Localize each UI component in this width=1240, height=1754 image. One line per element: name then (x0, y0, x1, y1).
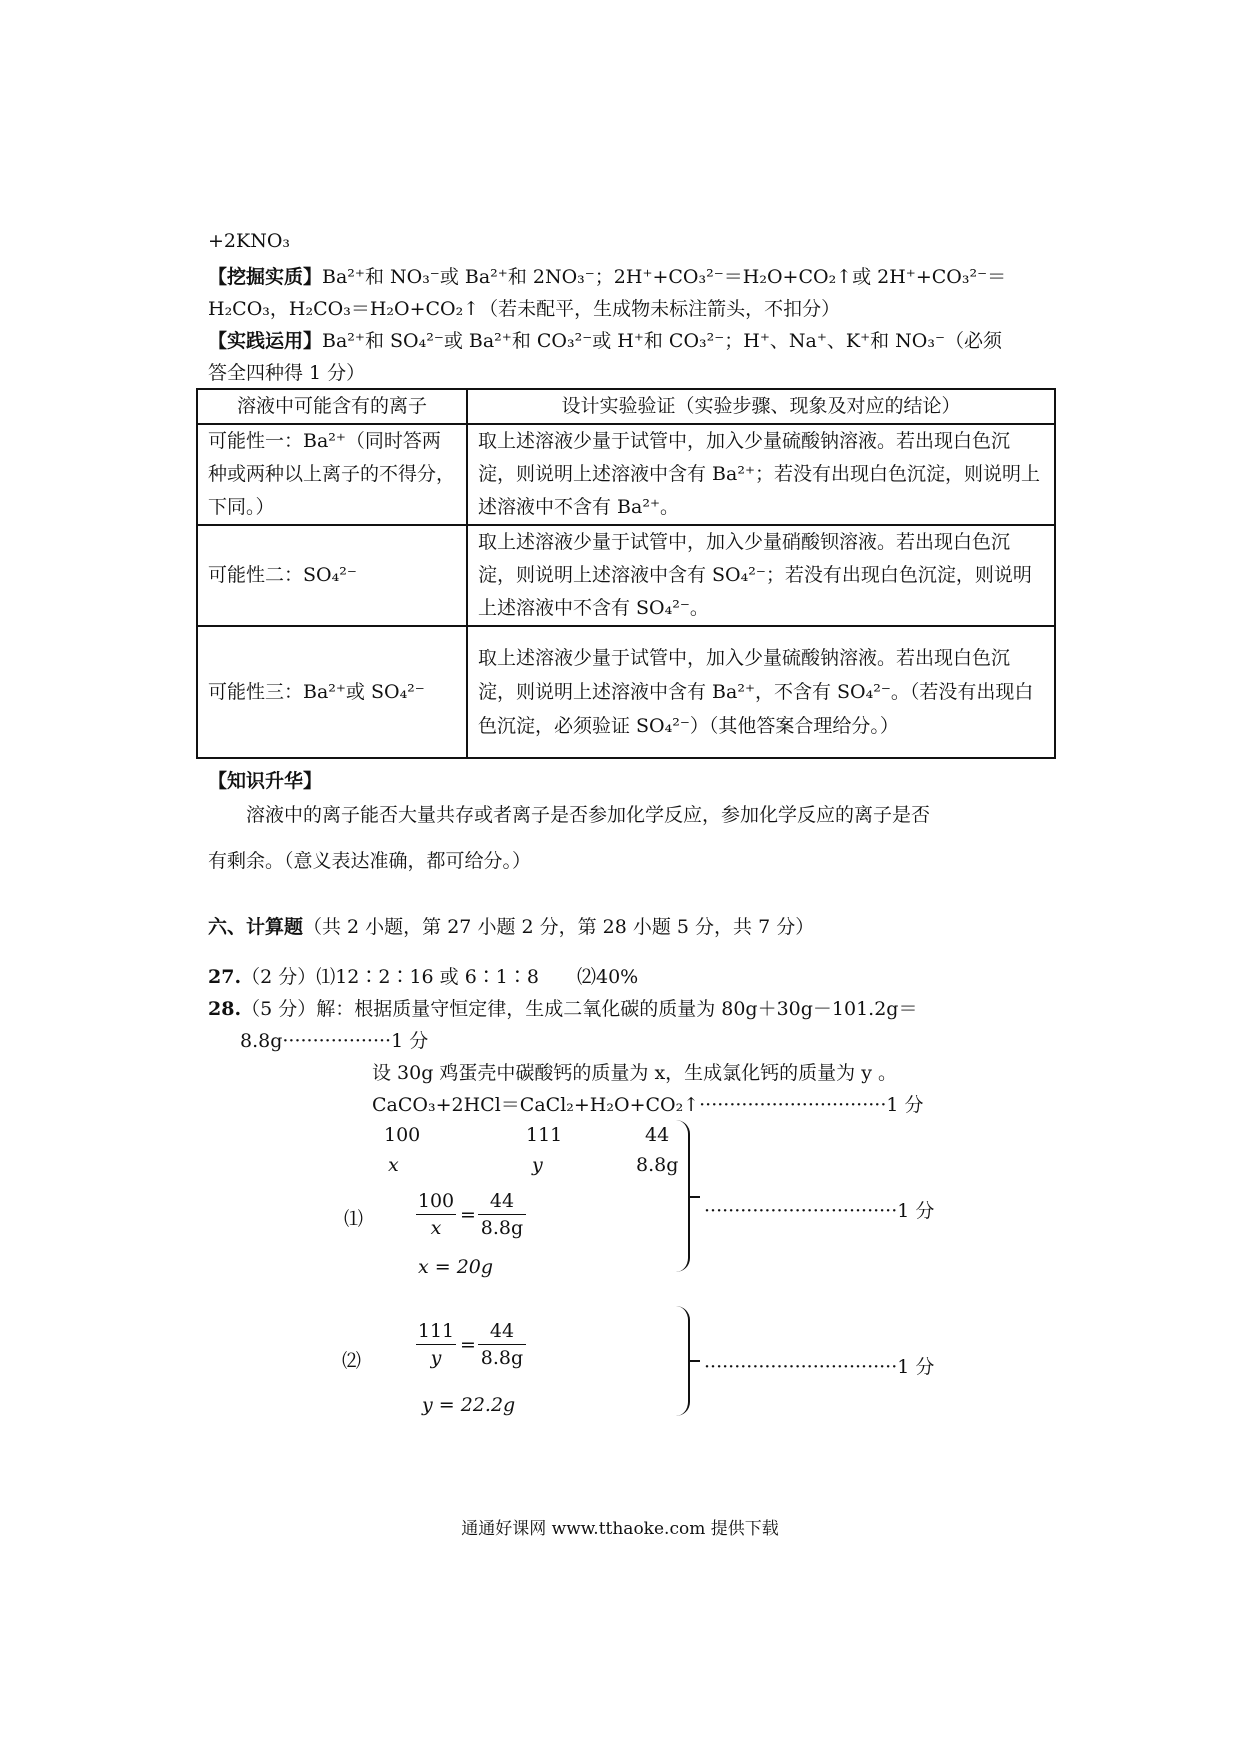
fraction-numerator: 44 (478, 1188, 526, 1215)
dig-essence-continued: H₂CO₃，H₂CO₃＝H₂O+CO₂↑（若未配平，生成物未标注箭头，不扣分） (208, 298, 841, 320)
knowledge-label: 【知识升华】 (208, 770, 323, 792)
section-6-note: （共 2 小题，第 27 小题 2 分，第 28 小题 5 分，共 7 分） (303, 916, 815, 938)
molar-mass-caco3: 100 (384, 1124, 421, 1146)
fraction-denominator: 8.8g (480, 1217, 524, 1239)
section-dig-essence (208, 262, 1006, 289)
fraction-denominator: 8.8g (480, 1347, 524, 1369)
equals-sign: = (460, 1204, 476, 1226)
section-practice (208, 326, 1002, 353)
question-27 (208, 962, 638, 989)
fraction-denominator: x (430, 1217, 442, 1239)
molar-mass-cacl2: 111 (526, 1124, 563, 1146)
brace-group-1 (668, 1120, 690, 1272)
practice-continued: 答全四种得 1 分） (208, 362, 366, 384)
result-x: x = 20g (418, 1256, 494, 1278)
knowledge-paragraph-1: 溶液中的离子能否大量共存或者离子是否参加化学反应，参加化学反应的离子是否 (246, 804, 931, 826)
question-28-text: （5 分）解：根据质量守恒定律，生成二氧化碳的质量为 80g＋30g－101.2g＝ (241, 998, 918, 1020)
table-cell-ion: 可能性一：Ba²⁺（同时答两种或两种以上离子的不得分，下同。） (197, 424, 467, 525)
brace-tip (690, 1360, 700, 1362)
table-cell-ion: 可能性三：Ba²⁺或 SO₄²⁻ (197, 626, 467, 758)
score-step-2: ································1 分 (704, 1356, 935, 1378)
practice-label: 【实践运用】 (208, 330, 323, 352)
table-header-design: 设计实验验证（实验步骤、现象及对应的结论） (467, 389, 1055, 424)
fraction-44-over-8.8g (478, 1318, 526, 1371)
chemical-equation: CaCO₃+2HCl＝CaCl₂+H₂O+CO₂↑·······························1 分 (372, 1094, 924, 1116)
fraction-111-over-y (416, 1318, 456, 1371)
table-cell-ion: 可能性二：SO₄²⁻ (197, 525, 467, 626)
variable-x: x (388, 1154, 399, 1176)
variable-y: y (532, 1154, 543, 1176)
fraction-44-over-8.8g (478, 1188, 526, 1241)
section-6-title: 六、计算题 (208, 916, 304, 938)
practice-text: Ba²⁺和 SO₄²⁻或 Ba²⁺和 CO₃²⁻或 H⁺和 CO₃²⁻；H⁺、Na⁺、K⁺和 NO₃⁻（必须 (322, 330, 1002, 352)
table-row (197, 424, 1055, 525)
step-2-label: ⑵ (342, 1350, 362, 1372)
page-footer: 通通好课网 www.tthaoke.com 提供下载 (461, 1519, 779, 1539)
step-1-label: ⑴ (344, 1208, 364, 1230)
question-27-number: 27. (208, 966, 242, 988)
score-step-1: ································1 分 (704, 1200, 935, 1222)
table-cell-design: 取上述溶液少量于试管中，加入少量硫酸钠溶液。若出现白色沉淀，则说明上述溶液中含有 Ba²⁺，不含有 SO₄²⁻。（若没有出现白色沉淀，必须验证 SO₄²⁻）（其他答案合理给分。） (467, 626, 1055, 758)
equals-sign: = (460, 1334, 476, 1356)
table-row (197, 626, 1055, 758)
question-28 (208, 994, 917, 1021)
dig-essence-label: 【挖掘实质】 (208, 266, 323, 288)
table-header-row (197, 389, 1055, 424)
table-cell-design: 取上述溶液少量于试管中，加入少量硝酸钡溶液。若出现白色沉淀，则说明上述溶液中含有 SO₄²⁻；若没有出现白色沉淀，则说明上述溶液中不含有 SO₄²⁻。 (467, 525, 1055, 626)
section-6-heading (208, 912, 814, 939)
table-cell-design: 取上述溶液少量于试管中，加入少量硫酸钠溶液。若出现白色沉淀，则说明上述溶液中含有 Ba²⁺；若没有出现白色沉淀，则说明上述溶液中不含有 Ba²⁺。 (467, 424, 1055, 525)
ion-verification-table (196, 388, 1056, 759)
fraction-numerator: 111 (416, 1318, 456, 1345)
knowledge-paragraph-2: 有剩余。（意义表达准确，都可给分。） (208, 850, 532, 872)
fraction-100-over-x (416, 1188, 456, 1241)
question-28-co2-mass: 8.8g··················1 分 (240, 1030, 429, 1052)
fraction-denominator: y (430, 1347, 442, 1369)
question-28-number: 28. (208, 998, 242, 1020)
co2-mass-value: 8.8g (636, 1154, 679, 1176)
result-y: y = 22.2g (422, 1394, 516, 1416)
table-header-ion: 溶液中可能含有的离子 (197, 389, 467, 424)
question-27-answer: （2 分）⑴12∶2∶16 或 6∶1∶8 ⑵40% (241, 966, 639, 988)
question-28-assumption: 设 30g 鸡蛋壳中碳酸钙的质量为 x，生成氯化钙的质量为 y 。 (372, 1062, 897, 1084)
formula-line-end: +2KNO₃ (208, 230, 291, 252)
molar-mass-co2: 44 (645, 1124, 670, 1146)
brace-tip (690, 1196, 700, 1198)
dig-essence-text: Ba²⁺和 NO₃⁻或 Ba²⁺和 2NO₃⁻；2H⁺+CO₃²⁻＝H₂O+CO₂↑或 2H⁺+CO₃²⁻＝ (322, 266, 1007, 288)
fraction-numerator: 44 (478, 1318, 526, 1345)
brace-group-2 (668, 1306, 690, 1416)
fraction-numerator: 100 (416, 1188, 456, 1215)
table-row (197, 525, 1055, 626)
